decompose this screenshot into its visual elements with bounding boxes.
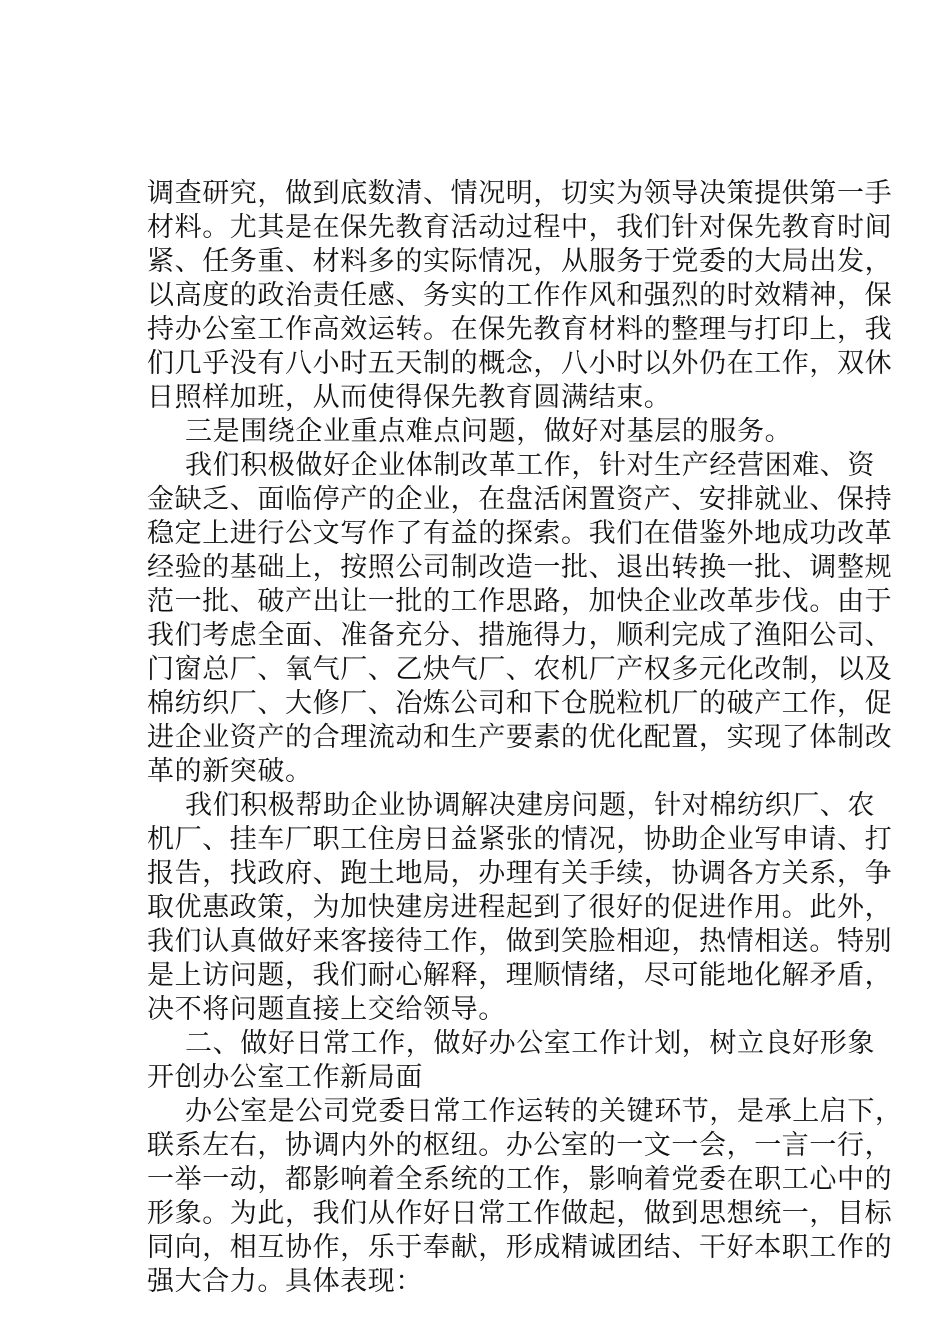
text-line: 一举一动，都影响着全系统的工作，影响着党委在职工心中的 bbox=[147, 1164, 893, 1195]
text-line: 强大合力。具体表现： bbox=[147, 1266, 423, 1297]
text-line: 们几乎没有八小时五天制的概念，八小时以外仍在工作，双休 bbox=[147, 348, 893, 379]
text-line: 持办公室工作高效运转。在保先教育材料的整理与打印上，我 bbox=[147, 314, 893, 345]
text-line: 调查研究，做到底数清、情况明，切实为领导决策提供第一手 bbox=[147, 178, 893, 209]
text-line: 机厂、挂车厂职工住房日益紧张的情况，协助企业写申请、打 bbox=[147, 824, 893, 855]
text-line: 稳定上进行公文写作了有益的探索。我们在借鉴外地成功改革 bbox=[147, 518, 893, 549]
text-line: 紧、任务重、材料多的实际情况，从服务于党委的大局出发， bbox=[147, 246, 893, 277]
text-line: 革的新突破。 bbox=[147, 756, 313, 787]
text-line: 金缺乏、面临停产的企业，在盘活闲置资产、安排就业、保持 bbox=[147, 484, 893, 515]
text-line: 联系左右，协调内外的枢纽。办公室的一文一会，一言一行， bbox=[147, 1130, 893, 1161]
text-line: 决不将问题直接上交给领导。 bbox=[147, 994, 506, 1025]
text-line: 范一批、破产出让一批的工作思路，加快企业改革步伐。由于 bbox=[147, 586, 893, 617]
text-line: 我们认真做好来客接待工作，做到笑脸相迎，热情相送。特别 bbox=[147, 926, 893, 957]
text-line: 我们积极帮助企业协调解决建房问题，针对棉纺织厂、农 bbox=[185, 790, 875, 821]
text-line: 是上访问题，我们耐心解释，理顺情绪，尽可能地化解矛盾， bbox=[147, 960, 893, 991]
text-line: 以高度的政治责任感、务实的工作作风和强烈的时效精神，保 bbox=[147, 280, 893, 311]
section-heading: 开创办公室工作新局面 bbox=[147, 1062, 423, 1093]
text-line: 材料。尤其是在保先教育活动过程中，我们针对保先教育时间 bbox=[147, 212, 893, 243]
text-line: 报告，找政府、跑土地局，办理有关手续，协调各方关系，争 bbox=[147, 858, 893, 889]
text-line: 我们积极做好企业体制改革工作，针对生产经营困难、资 bbox=[185, 450, 875, 481]
text-line: 取优惠政策，为加快建房进程起到了很好的促进作用。此外， bbox=[147, 892, 893, 923]
text-line: 形象。为此，我们从作好日常工作做起，做到思想统一，目标 bbox=[147, 1198, 893, 1229]
text-line: 办公室是公司党委日常工作运转的关键环节，是承上启下， bbox=[185, 1096, 903, 1127]
text-line: 同向，相互协作，乐于奉献，形成精诚团结、干好本职工作的 bbox=[147, 1232, 893, 1263]
section-heading: 二、做好日常工作，做好办公室工作计划，树立良好形象 bbox=[185, 1028, 875, 1059]
text-line: 进企业资产的合理流动和生产要素的优化配置，实现了体制改 bbox=[147, 722, 893, 753]
text-line: 我们考虑全面、准备充分、措施得力，顺利完成了渔阳公司、 bbox=[147, 620, 893, 651]
section-heading: 三是围绕企业重点难点问题，做好对基层的服务。 bbox=[185, 416, 793, 447]
text-line: 门窗总厂、氧气厂、乙炔气厂、农机厂产权多元化改制，以及 bbox=[147, 654, 893, 685]
text-line: 经验的基础上，按照公司制改造一批、退出转换一批、调整规 bbox=[147, 552, 893, 583]
text-line: 日照样加班，从而使得保先教育圆满结束。 bbox=[147, 382, 672, 413]
text-line: 棉纺织厂、大修厂、冶炼公司和下仓脱粒机厂的破产工作，促 bbox=[147, 688, 893, 719]
